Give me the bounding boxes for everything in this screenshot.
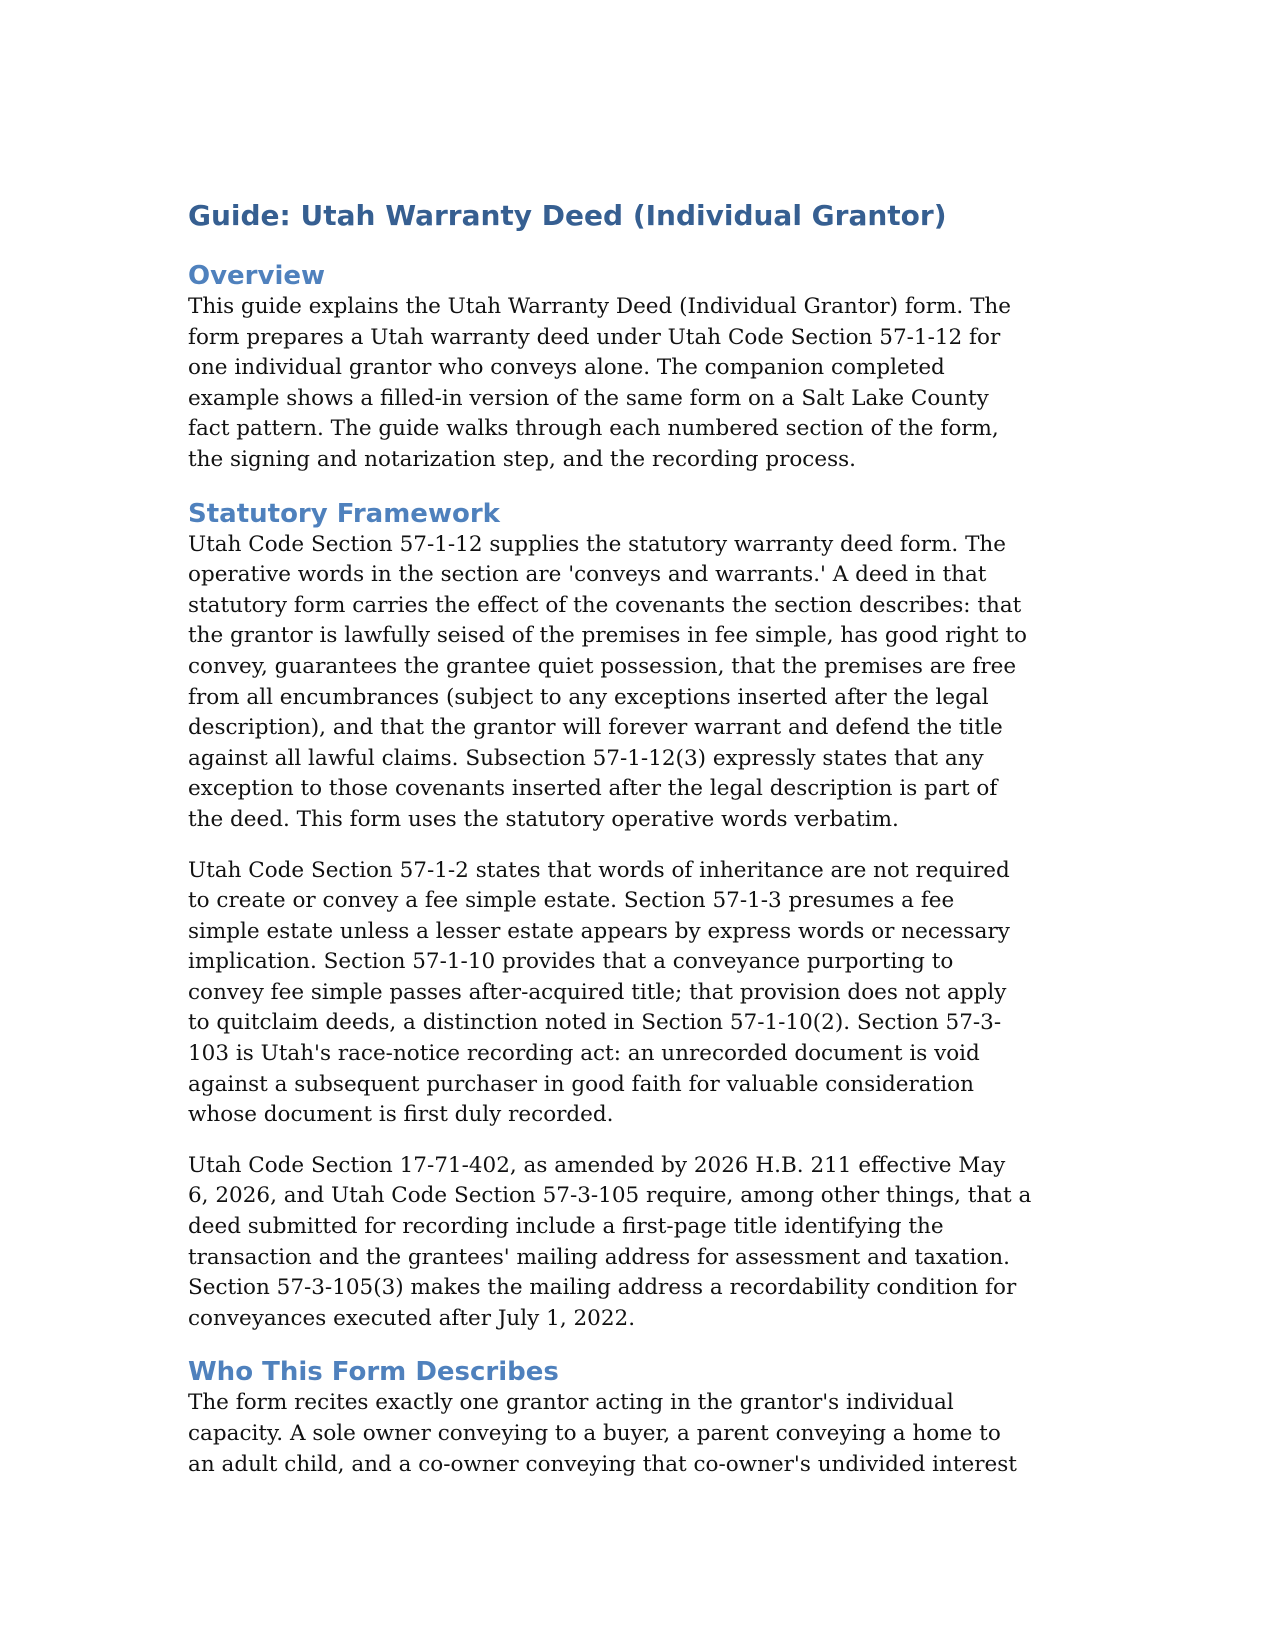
- paragraph-line: fact pattern. The guide walks through each numbered section of the form,: [188, 416, 999, 442]
- document-page: [188, 198, 1098, 1480]
- paragraph-line: against all lawful claims. Subsection 57-1-12(3) expressly states that any: [188, 745, 984, 771]
- paragraph-line: convey, guarantees the grantee quiet possession, that the premises are free: [188, 653, 1017, 679]
- paragraph-line: Utah Code Section 57-1-12 supplies the statutory warranty deed form. The: [188, 531, 1006, 557]
- paragraph-line: transaction and the grantees' mailing address for assessment and taxation.: [188, 1244, 1010, 1270]
- paragraph-line: to create or convey a fee simple estate. Section 57-1-3 presumes a fee: [188, 888, 955, 914]
- body-paragraph: [188, 292, 1098, 476]
- paragraph-line: 6, 2026, and Utah Code Section 57-3-105 require, among other things, that a: [188, 1183, 1032, 1209]
- paragraph-line: statutory form carries the effect of the covenants the section describes: that: [188, 592, 1022, 618]
- paragraph-line: to quitclaim deeds, a distinction noted in Section 57-1-10(2). Section 57-3-: [188, 1010, 1002, 1036]
- paragraph-line: the grantor is lawfully seised of the premises in fee simple, has good right to: [188, 623, 1027, 649]
- paragraph-line: 103 is Utah's race-notice recording act: an unrecorded document is void: [188, 1041, 980, 1067]
- document-body: [188, 260, 1098, 1480]
- paragraph-line: the deed. This form uses the statutory operative words verbatim.: [188, 806, 899, 832]
- paragraph-line: operative words in the section are 'conveys and warrants.' A deed in that: [188, 562, 987, 588]
- paragraph-line: This guide explains the Utah Warranty Deed (Individual Grantor) form. The: [188, 294, 1011, 319]
- paragraph-line: against a subsequent purchaser in good faith for valuable consideration: [188, 1071, 974, 1097]
- body-paragraph: [188, 1151, 1098, 1335]
- body-paragraph: [188, 1388, 1098, 1480]
- paragraph-line: The form recites exactly one grantor acting in the grantor's individual: [188, 1390, 954, 1416]
- paragraph-line: simple estate unless a lesser estate appears by express words or necessary: [188, 918, 1010, 944]
- paragraph-line: Utah Code Section 57-1-2 states that words of inheritance are not required: [188, 857, 1010, 883]
- paragraph-line: deed submitted for recording include a first-page title identifying the: [188, 1214, 944, 1240]
- section-heading: Statutory Framework: [188, 498, 500, 529]
- paragraph-line: capacity. A sole owner conveying to a buyer, a parent conveying a home to: [188, 1421, 1001, 1446]
- paragraph-line: description), and that the grantor will forever warrant and defend the title: [188, 715, 1003, 741]
- paragraph-line: example shows a filled-in version of the same form on a Salt Lake County: [188, 385, 989, 411]
- section-heading: Overview: [188, 261, 326, 291]
- paragraph-line: conveyances executed after July 1, 2022.: [188, 1305, 636, 1331]
- paragraph-line: Section 57-3-105(3) makes the mailing address a recordability condition for: [188, 1275, 1017, 1301]
- paragraph-line: exception to those covenants inserted after the legal description is part of: [188, 776, 998, 802]
- document-title: Guide: Utah Warranty Deed (Individual Grantor): [188, 199, 947, 232]
- paragraph-line: Utah Code Section 17-71-402, as amended by 2026 H.B. 211 effective May: [188, 1152, 1006, 1178]
- paragraph-line: whose document is first duly recorded.: [188, 1102, 614, 1128]
- section-heading: Who This Form Describes: [188, 1357, 559, 1388]
- body-paragraph: [188, 856, 1098, 1131]
- paragraph-line: the signing and notarization step, and the recording process.: [188, 446, 856, 472]
- paragraph-line: convey fee simple passes after-acquired title; that provision does not apply: [188, 979, 1007, 1005]
- paragraph-line: implication. Section 57-1-10 provides that a conveyance purporting to: [188, 949, 954, 975]
- body-paragraph: [188, 530, 1098, 836]
- paragraph-line: form prepares a Utah warranty deed under Utah Code Section 57-1-12 for: [188, 324, 1001, 350]
- paragraph-line: from all encumbrances (subject to any exceptions inserted after the legal: [188, 684, 989, 710]
- paragraph-line: one individual grantor who conveys alone. The companion completed: [188, 355, 945, 381]
- paragraph-line: an adult child, and a co-owner conveying that co-owner's undivided interest: [188, 1451, 1017, 1477]
